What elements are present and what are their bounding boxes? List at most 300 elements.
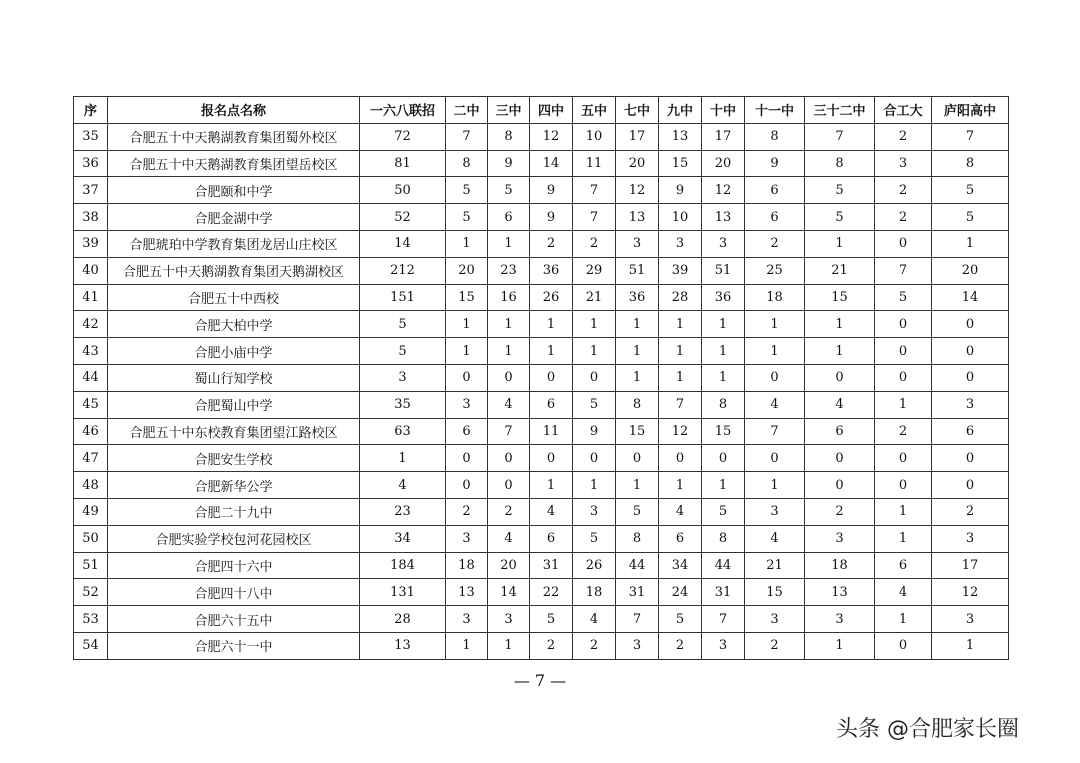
quota-cell: 18 bbox=[446, 552, 488, 579]
quota-cell: 6 bbox=[530, 525, 573, 552]
table-header-row bbox=[74, 97, 1009, 124]
quota-cell: 4 bbox=[875, 579, 932, 606]
quota-cell: 0 bbox=[875, 632, 932, 659]
quota-cell: 20 bbox=[932, 257, 1009, 284]
quota-cell: 8 bbox=[446, 150, 488, 177]
quota-cell: 1 bbox=[616, 338, 659, 365]
quota-cell: 2 bbox=[530, 230, 573, 257]
quota-cell: 14 bbox=[360, 230, 446, 257]
quota-cell: 21 bbox=[745, 552, 805, 579]
quota-cell: 5 bbox=[446, 177, 488, 204]
quota-cell: 3 bbox=[875, 150, 932, 177]
quota-cell: 9 bbox=[530, 204, 573, 231]
table-row bbox=[74, 338, 1009, 365]
quota-cell: 21 bbox=[573, 284, 616, 311]
quota-cell: 1 bbox=[702, 364, 745, 391]
quota-cell: 4 bbox=[488, 525, 530, 552]
quota-cell: 1 bbox=[446, 230, 488, 257]
quota-cell: 14 bbox=[530, 150, 573, 177]
quota-cell: 1 bbox=[702, 472, 745, 499]
quota-cell: 5 bbox=[573, 391, 616, 418]
quota-cell: 12 bbox=[932, 579, 1009, 606]
quota-cell: 0 bbox=[573, 364, 616, 391]
quota-cell: 18 bbox=[805, 552, 875, 579]
column-header: 三十二中 bbox=[805, 97, 875, 124]
quota-cell: 81 bbox=[360, 150, 446, 177]
table-row bbox=[74, 364, 1009, 391]
quota-cell: 14 bbox=[488, 579, 530, 606]
table-row bbox=[74, 445, 1009, 472]
quota-cell: 1 bbox=[488, 311, 530, 338]
quota-cell: 2 bbox=[932, 498, 1009, 525]
table-row bbox=[74, 606, 1009, 633]
quota-cell: 5 bbox=[573, 525, 616, 552]
school-name-cell: 合肥蜀山中学 bbox=[108, 391, 360, 418]
quota-cell: 13 bbox=[805, 579, 875, 606]
quota-cell: 0 bbox=[932, 445, 1009, 472]
quota-cell: 1 bbox=[446, 311, 488, 338]
quota-cell: 3 bbox=[805, 606, 875, 633]
quota-cell: 3 bbox=[932, 606, 1009, 633]
quota-cell: 17 bbox=[702, 123, 745, 150]
quota-cell: 1 bbox=[875, 606, 932, 633]
quota-cell: 1 bbox=[616, 364, 659, 391]
quota-cell: 1 bbox=[573, 472, 616, 499]
quota-cell: 2 bbox=[745, 230, 805, 257]
quota-cell: 1 bbox=[488, 338, 530, 365]
quota-cell: 6 bbox=[745, 177, 805, 204]
quota-cell: 44 bbox=[616, 552, 659, 579]
quota-cell: 15 bbox=[702, 418, 745, 445]
quota-cell: 5 bbox=[659, 606, 702, 633]
quota-cell: 26 bbox=[530, 284, 573, 311]
quota-cell: 34 bbox=[360, 525, 446, 552]
quota-cell: 1 bbox=[530, 338, 573, 365]
quota-cell: 0 bbox=[488, 364, 530, 391]
quota-cell: 8 bbox=[702, 525, 745, 552]
quota-cell: 0 bbox=[875, 338, 932, 365]
quota-cell: 7 bbox=[702, 606, 745, 633]
quota-cell: 7 bbox=[875, 257, 932, 284]
page-number: — 7 — bbox=[513, 671, 567, 690]
quota-cell: 2 bbox=[573, 230, 616, 257]
quota-cell: 1 bbox=[875, 525, 932, 552]
quota-cell: 0 bbox=[616, 445, 659, 472]
quota-cell: 0 bbox=[932, 338, 1009, 365]
row-index-cell: 45 bbox=[74, 391, 108, 418]
column-header: 十中 bbox=[702, 97, 745, 124]
quota-cell: 0 bbox=[530, 364, 573, 391]
quota-cell: 1 bbox=[875, 498, 932, 525]
table-row bbox=[74, 525, 1009, 552]
column-header: 一六八联招 bbox=[360, 97, 446, 124]
quota-cell: 1 bbox=[573, 338, 616, 365]
quota-cell: 3 bbox=[360, 364, 446, 391]
table-row bbox=[74, 284, 1009, 311]
quota-cell: 13 bbox=[702, 204, 745, 231]
row-index-cell: 54 bbox=[74, 632, 108, 659]
quota-cell: 1 bbox=[659, 338, 702, 365]
quota-cell: 3 bbox=[745, 606, 805, 633]
table-row bbox=[74, 177, 1009, 204]
quota-cell: 20 bbox=[702, 150, 745, 177]
quota-cell: 0 bbox=[875, 445, 932, 472]
quota-cell: 5 bbox=[805, 204, 875, 231]
table-body bbox=[74, 123, 1009, 659]
quota-cell: 8 bbox=[805, 150, 875, 177]
quota-cell: 3 bbox=[446, 525, 488, 552]
quota-cell: 6 bbox=[932, 418, 1009, 445]
quota-cell: 1 bbox=[446, 632, 488, 659]
quota-cell: 3 bbox=[702, 230, 745, 257]
quota-cell: 8 bbox=[932, 150, 1009, 177]
quota-cell: 25 bbox=[745, 257, 805, 284]
row-index-cell: 48 bbox=[74, 472, 108, 499]
school-name-cell: 合肥琥珀中学教育集团龙居山庄校区 bbox=[108, 230, 360, 257]
quota-cell: 3 bbox=[659, 230, 702, 257]
quota-cell: 10 bbox=[573, 123, 616, 150]
quota-cell: 184 bbox=[360, 552, 446, 579]
quota-cell: 4 bbox=[805, 391, 875, 418]
quota-cell: 10 bbox=[659, 204, 702, 231]
quota-cell: 12 bbox=[616, 177, 659, 204]
quota-cell: 9 bbox=[573, 418, 616, 445]
quota-cell: 23 bbox=[488, 257, 530, 284]
quota-cell: 2 bbox=[659, 632, 702, 659]
quota-cell: 35 bbox=[360, 391, 446, 418]
quota-cell: 2 bbox=[745, 632, 805, 659]
quota-cell: 28 bbox=[659, 284, 702, 311]
quota-cell: 18 bbox=[745, 284, 805, 311]
quota-cell: 131 bbox=[360, 579, 446, 606]
quota-cell: 15 bbox=[805, 284, 875, 311]
quota-cell: 4 bbox=[745, 525, 805, 552]
school-name-cell: 合肥五十中西校 bbox=[108, 284, 360, 311]
column-header: 合工大 bbox=[875, 97, 932, 124]
quota-cell: 5 bbox=[360, 311, 446, 338]
table-row bbox=[74, 579, 1009, 606]
quota-cell: 15 bbox=[616, 418, 659, 445]
row-index-cell: 41 bbox=[74, 284, 108, 311]
table-row bbox=[74, 257, 1009, 284]
row-index-cell: 37 bbox=[74, 177, 108, 204]
quota-cell: 3 bbox=[932, 525, 1009, 552]
quota-cell: 2 bbox=[446, 498, 488, 525]
school-name-cell: 合肥颐和中学 bbox=[108, 177, 360, 204]
quota-cell: 36 bbox=[616, 284, 659, 311]
row-index-cell: 40 bbox=[74, 257, 108, 284]
quota-cell: 1 bbox=[488, 230, 530, 257]
school-name-cell: 合肥五十中天鹅湖教育集团望岳校区 bbox=[108, 150, 360, 177]
quota-cell: 1 bbox=[702, 338, 745, 365]
quota-cell: 6 bbox=[659, 525, 702, 552]
quota-cell: 0 bbox=[659, 445, 702, 472]
school-name-cell: 合肥小庙中学 bbox=[108, 338, 360, 365]
quota-cell: 7 bbox=[573, 177, 616, 204]
quota-cell: 1 bbox=[745, 338, 805, 365]
quota-cell: 15 bbox=[446, 284, 488, 311]
quota-cell: 1 bbox=[805, 632, 875, 659]
quota-cell: 5 bbox=[616, 498, 659, 525]
quota-cell: 44 bbox=[702, 552, 745, 579]
quota-cell: 13 bbox=[616, 204, 659, 231]
school-name-cell: 合肥六十五中 bbox=[108, 606, 360, 633]
quota-cell: 5 bbox=[446, 204, 488, 231]
column-header: 五中 bbox=[573, 97, 616, 124]
quota-cell: 28 bbox=[360, 606, 446, 633]
quota-cell: 26 bbox=[573, 552, 616, 579]
quota-cell: 0 bbox=[745, 445, 805, 472]
quota-cell: 0 bbox=[875, 311, 932, 338]
quota-cell: 1 bbox=[573, 311, 616, 338]
quota-cell: 1 bbox=[659, 364, 702, 391]
quota-cell: 13 bbox=[446, 579, 488, 606]
quota-cell: 1 bbox=[616, 311, 659, 338]
quota-cell: 3 bbox=[616, 230, 659, 257]
quota-cell: 3 bbox=[745, 498, 805, 525]
row-index-cell: 50 bbox=[74, 525, 108, 552]
quota-cell: 51 bbox=[616, 257, 659, 284]
quota-cell: 1 bbox=[659, 472, 702, 499]
quota-cell: 2 bbox=[875, 123, 932, 150]
quota-cell: 0 bbox=[932, 311, 1009, 338]
quota-cell: 0 bbox=[446, 445, 488, 472]
quota-cell: 15 bbox=[659, 150, 702, 177]
quota-cell: 1 bbox=[745, 311, 805, 338]
quota-cell: 5 bbox=[530, 606, 573, 633]
quota-cell: 11 bbox=[573, 150, 616, 177]
quota-cell: 1 bbox=[932, 632, 1009, 659]
quota-cell: 39 bbox=[659, 257, 702, 284]
quota-cell: 6 bbox=[805, 418, 875, 445]
quota-cell: 3 bbox=[446, 391, 488, 418]
quota-cell: 0 bbox=[805, 472, 875, 499]
quota-cell: 1 bbox=[745, 472, 805, 499]
quota-cell: 0 bbox=[932, 472, 1009, 499]
row-index-cell: 35 bbox=[74, 123, 108, 150]
quota-cell: 1 bbox=[530, 472, 573, 499]
quota-cell: 0 bbox=[702, 445, 745, 472]
quota-cell: 8 bbox=[702, 391, 745, 418]
school-name-cell: 合肥五十中天鹅湖教育集团蜀外校区 bbox=[108, 123, 360, 150]
row-index-cell: 38 bbox=[74, 204, 108, 231]
quota-cell: 9 bbox=[745, 150, 805, 177]
quota-cell: 9 bbox=[659, 177, 702, 204]
quota-cell: 7 bbox=[616, 606, 659, 633]
quota-cell: 8 bbox=[488, 123, 530, 150]
table-row bbox=[74, 552, 1009, 579]
quota-cell: 21 bbox=[805, 257, 875, 284]
quota-cell: 0 bbox=[805, 445, 875, 472]
table-row bbox=[74, 418, 1009, 445]
column-header: 十一中 bbox=[745, 97, 805, 124]
quota-cell: 18 bbox=[573, 579, 616, 606]
row-index-cell: 43 bbox=[74, 338, 108, 365]
quota-cell: 12 bbox=[530, 123, 573, 150]
quota-cell: 6 bbox=[530, 391, 573, 418]
school-name-cell: 合肥四十八中 bbox=[108, 579, 360, 606]
school-name-cell: 合肥五十中东校教育集团望江路校区 bbox=[108, 418, 360, 445]
quota-cell: 24 bbox=[659, 579, 702, 606]
quota-cell: 22 bbox=[530, 579, 573, 606]
quota-cell: 7 bbox=[932, 123, 1009, 150]
quota-cell: 0 bbox=[488, 445, 530, 472]
quota-cell: 3 bbox=[573, 498, 616, 525]
quota-cell: 4 bbox=[745, 391, 805, 418]
quota-cell: 0 bbox=[745, 364, 805, 391]
quota-cell: 4 bbox=[573, 606, 616, 633]
column-header: 二中 bbox=[446, 97, 488, 124]
quota-cell: 50 bbox=[360, 177, 446, 204]
row-index-cell: 53 bbox=[74, 606, 108, 633]
row-index-cell: 52 bbox=[74, 579, 108, 606]
quota-cell: 3 bbox=[488, 606, 530, 633]
quota-cell: 2 bbox=[530, 632, 573, 659]
quota-cell: 20 bbox=[488, 552, 530, 579]
quota-cell: 6 bbox=[446, 418, 488, 445]
column-header: 序 bbox=[74, 97, 108, 124]
quota-cell: 23 bbox=[360, 498, 446, 525]
quota-cell: 9 bbox=[488, 150, 530, 177]
quota-table bbox=[73, 96, 1009, 660]
quota-cell: 2 bbox=[488, 498, 530, 525]
quota-cell: 212 bbox=[360, 257, 446, 284]
column-header: 四中 bbox=[530, 97, 573, 124]
row-index-cell: 49 bbox=[74, 498, 108, 525]
quota-cell: 2 bbox=[805, 498, 875, 525]
quota-cell: 13 bbox=[659, 123, 702, 150]
quota-cell: 12 bbox=[702, 177, 745, 204]
quota-cell: 5 bbox=[488, 177, 530, 204]
quota-cell: 7 bbox=[805, 123, 875, 150]
quota-cell: 63 bbox=[360, 418, 446, 445]
quota-cell: 8 bbox=[616, 391, 659, 418]
quota-cell: 6 bbox=[745, 204, 805, 231]
column-header: 七中 bbox=[616, 97, 659, 124]
row-index-cell: 44 bbox=[74, 364, 108, 391]
quota-cell: 11 bbox=[530, 418, 573, 445]
row-index-cell: 42 bbox=[74, 311, 108, 338]
quota-cell: 12 bbox=[659, 418, 702, 445]
column-header: 九中 bbox=[659, 97, 702, 124]
quota-cell: 9 bbox=[530, 177, 573, 204]
quota-cell: 0 bbox=[875, 472, 932, 499]
quota-cell: 1 bbox=[875, 391, 932, 418]
quota-cell: 7 bbox=[446, 123, 488, 150]
quota-cell: 5 bbox=[360, 338, 446, 365]
school-name-cell: 合肥新华公学 bbox=[108, 472, 360, 499]
quota-cell: 7 bbox=[659, 391, 702, 418]
quota-cell: 4 bbox=[530, 498, 573, 525]
quota-cell: 7 bbox=[488, 418, 530, 445]
quota-cell: 0 bbox=[875, 230, 932, 257]
table-row bbox=[74, 632, 1009, 659]
quota-cell: 31 bbox=[530, 552, 573, 579]
table-row bbox=[74, 230, 1009, 257]
quota-cell: 0 bbox=[805, 364, 875, 391]
quota-cell: 4 bbox=[488, 391, 530, 418]
row-index-cell: 39 bbox=[74, 230, 108, 257]
quota-cell: 3 bbox=[616, 632, 659, 659]
quota-cell: 3 bbox=[932, 391, 1009, 418]
quota-cell: 14 bbox=[932, 284, 1009, 311]
quota-cell: 0 bbox=[488, 472, 530, 499]
quota-cell: 1 bbox=[659, 311, 702, 338]
quota-cell: 2 bbox=[875, 204, 932, 231]
quota-cell: 2 bbox=[573, 632, 616, 659]
quota-cell: 0 bbox=[875, 364, 932, 391]
school-name-cell: 合肥六十一中 bbox=[108, 632, 360, 659]
quota-cell: 3 bbox=[702, 632, 745, 659]
school-name-cell: 合肥安生学校 bbox=[108, 445, 360, 472]
quota-cell: 4 bbox=[659, 498, 702, 525]
quota-cell: 8 bbox=[616, 525, 659, 552]
quota-cell: 31 bbox=[616, 579, 659, 606]
quota-cell: 5 bbox=[932, 177, 1009, 204]
quota-cell: 13 bbox=[360, 632, 446, 659]
quota-cell: 8 bbox=[745, 123, 805, 150]
table-row bbox=[74, 391, 1009, 418]
quota-cell: 7 bbox=[573, 204, 616, 231]
quota-cell: 29 bbox=[573, 257, 616, 284]
quota-cell: 1 bbox=[360, 445, 446, 472]
row-index-cell: 51 bbox=[74, 552, 108, 579]
quota-cell: 0 bbox=[932, 364, 1009, 391]
quota-cell: 15 bbox=[745, 579, 805, 606]
school-name-cell: 合肥五十中天鹅湖教育集团天鹅湖校区 bbox=[108, 257, 360, 284]
quota-cell: 5 bbox=[932, 204, 1009, 231]
quota-cell: 34 bbox=[659, 552, 702, 579]
quota-cell: 17 bbox=[932, 552, 1009, 579]
table-row bbox=[74, 311, 1009, 338]
column-header: 庐阳高中 bbox=[932, 97, 1009, 124]
quota-cell: 51 bbox=[702, 257, 745, 284]
school-name-cell: 合肥大柏中学 bbox=[108, 311, 360, 338]
quota-cell: 0 bbox=[530, 445, 573, 472]
quota-cell: 1 bbox=[616, 472, 659, 499]
school-name-cell: 合肥二十九中 bbox=[108, 498, 360, 525]
school-name-cell: 合肥四十六中 bbox=[108, 552, 360, 579]
quota-cell: 1 bbox=[702, 311, 745, 338]
school-name-cell: 合肥实验学校包河花园校区 bbox=[108, 525, 360, 552]
quota-cell: 36 bbox=[702, 284, 745, 311]
school-name-cell: 合肥金湖中学 bbox=[108, 204, 360, 231]
quota-cell: 3 bbox=[446, 606, 488, 633]
quota-cell: 72 bbox=[360, 123, 446, 150]
column-header: 三中 bbox=[488, 97, 530, 124]
quota-cell: 31 bbox=[702, 579, 745, 606]
quota-cell: 1 bbox=[805, 230, 875, 257]
quota-cell: 1 bbox=[932, 230, 1009, 257]
quota-cell: 16 bbox=[488, 284, 530, 311]
quota-cell: 3 bbox=[805, 525, 875, 552]
row-index-cell: 46 bbox=[74, 418, 108, 445]
quota-cell: 6 bbox=[875, 552, 932, 579]
school-name-cell: 蜀山行知学校 bbox=[108, 364, 360, 391]
quota-cell: 1 bbox=[805, 338, 875, 365]
quota-cell: 20 bbox=[616, 150, 659, 177]
table-row bbox=[74, 123, 1009, 150]
quota-cell: 5 bbox=[702, 498, 745, 525]
quota-cell: 2 bbox=[875, 177, 932, 204]
quota-cell: 1 bbox=[805, 311, 875, 338]
quota-cell: 17 bbox=[616, 123, 659, 150]
watermark: 头条 @合肥家长圈 bbox=[836, 717, 1019, 742]
quota-cell: 5 bbox=[875, 284, 932, 311]
quota-cell: 0 bbox=[446, 364, 488, 391]
quota-cell: 52 bbox=[360, 204, 446, 231]
column-header: 报名点名称 bbox=[108, 97, 360, 124]
